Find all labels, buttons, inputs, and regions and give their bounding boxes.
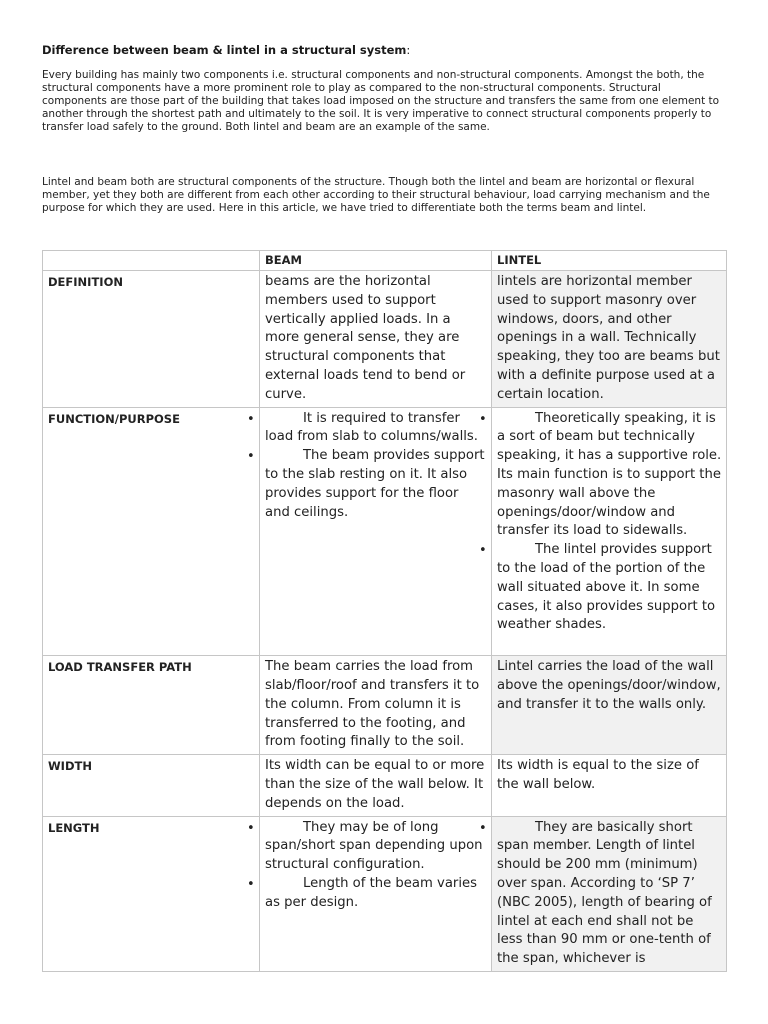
document-heading xyxy=(42,42,722,58)
length-lintel-item-1: They are basically short span member. Length of lintel should be 200 mm (minimum) over span. According to ‘SP 7’ (NBC 2005), length of bearing of lintel at each end shall not be less than 90 mm or one-tenth of the span, whichever is xyxy=(497,819,712,967)
load-beam-cell: The beam carries the load from slab/floor/roof and transfers it to the column. From column it is transferred to the footing, and from footing finally to the soil. xyxy=(260,656,492,755)
heading-title: Difference between beam & lintel in a structural system xyxy=(42,43,407,57)
header-cell-beam: BEAM xyxy=(260,251,492,271)
width-lintel-cell: Its width is equal to the size of the wall below. xyxy=(492,755,727,816)
row-label-length: LENGTH xyxy=(43,816,260,971)
intro-paragraph-2: Lintel and beam both are structural components of the structure. Though both the lintel and beam are horizontal or flexural member, yet they both are different from each other according to their structural behaviour, load carrying mechanism and the purpose for which they are used. Here in this article, we have tried to differentiate both the terms beam and lintel. xyxy=(42,176,710,214)
table-row-width xyxy=(43,755,727,816)
bullet-icon: • xyxy=(479,411,487,427)
function-lintel-cell xyxy=(479,407,727,656)
list-item xyxy=(247,410,487,448)
header-cell-empty xyxy=(43,251,260,271)
bullet-icon: • xyxy=(479,820,487,836)
function-beam-cell xyxy=(247,407,492,656)
table-row-function xyxy=(43,407,727,656)
table-row-load xyxy=(43,656,727,755)
header-cell-lintel: LINTEL xyxy=(492,251,727,271)
definition-lintel-cell: lintels are horizontal member used to support masonry over windows, doors, and other openings in a wall. Technically speaking, they too are beams but with a definite purpose used at a certain location. xyxy=(492,271,727,408)
length-lintel-cell xyxy=(479,816,727,971)
list-item xyxy=(479,819,722,969)
table-row-length xyxy=(43,816,727,971)
load-lintel-cell: Lintel carries the load of the wall above the openings/door/window, and transfer it to the walls only. xyxy=(492,656,727,755)
bullet-icon: • xyxy=(479,543,487,559)
length-beam-item-2: Length of the beam varies as per design. xyxy=(265,875,477,910)
table-header-row xyxy=(43,251,727,271)
bullet-icon: • xyxy=(247,876,255,892)
list-item xyxy=(247,447,487,522)
intro-paragraph-1: Every building has mainly two components i.e. structural components and non-structural components. Amongst the both, the structural components have a more prominent role to play as compared to the non-structural components. Structural components are those part of the building that takes load imposed on the structure and transfers the same from one element to another through the shortest path and ultimately to the soil. It is very imperative to connect structural components properly to transfer load safely to the ground. Both lintel and beam are an example of the same. xyxy=(42,69,720,133)
table-row-definition xyxy=(43,271,727,408)
bullet-icon: • xyxy=(247,449,255,465)
function-lintel-item-2: The lintel provides support to the load of the portion of the wall situated above it. In some cases, it also provides support to weather shades. xyxy=(497,542,716,633)
bullet-icon: • xyxy=(247,820,255,836)
length-beam-cell xyxy=(247,816,492,971)
function-beam-item-1: It is required to transfer load from slab to columns/walls. xyxy=(265,410,478,445)
row-label-definition: DEFINITION xyxy=(43,271,260,408)
comparison-table xyxy=(42,250,727,972)
length-beam-item-1: They may be of long span/short span depending upon structural configuration. xyxy=(265,819,483,873)
bullet-icon: • xyxy=(247,411,255,427)
list-item xyxy=(479,410,722,542)
function-lintel-item-1: Theoretically speaking, it is a sort of beam but technically speaking, it has a supportive role. Its main function is to support the masonry wall above the openings/door/window and transfer its load to sidewalls. xyxy=(497,410,722,539)
definition-beam-cell: beams are the horizontal members used to support vertically applied loads. In a more general sense, they are structural components that external loads tend to bend or curve. xyxy=(260,271,492,408)
list-item xyxy=(247,819,487,875)
row-label-function: FUNCTION/PURPOSE xyxy=(43,407,260,656)
width-beam-cell: Its width can be equal to or more than the size of the wall below. It depends on the load. xyxy=(260,755,492,816)
list-item xyxy=(247,875,487,913)
list-item xyxy=(479,541,722,635)
row-label-width: WIDTH xyxy=(43,755,260,816)
heading-colon: : xyxy=(406,43,411,57)
function-beam-item-2: The beam provides support to the slab resting on it. It also provides support for the floor and ceilings. xyxy=(265,448,485,520)
row-label-load: LOAD TRANSFER PATH xyxy=(43,656,260,755)
